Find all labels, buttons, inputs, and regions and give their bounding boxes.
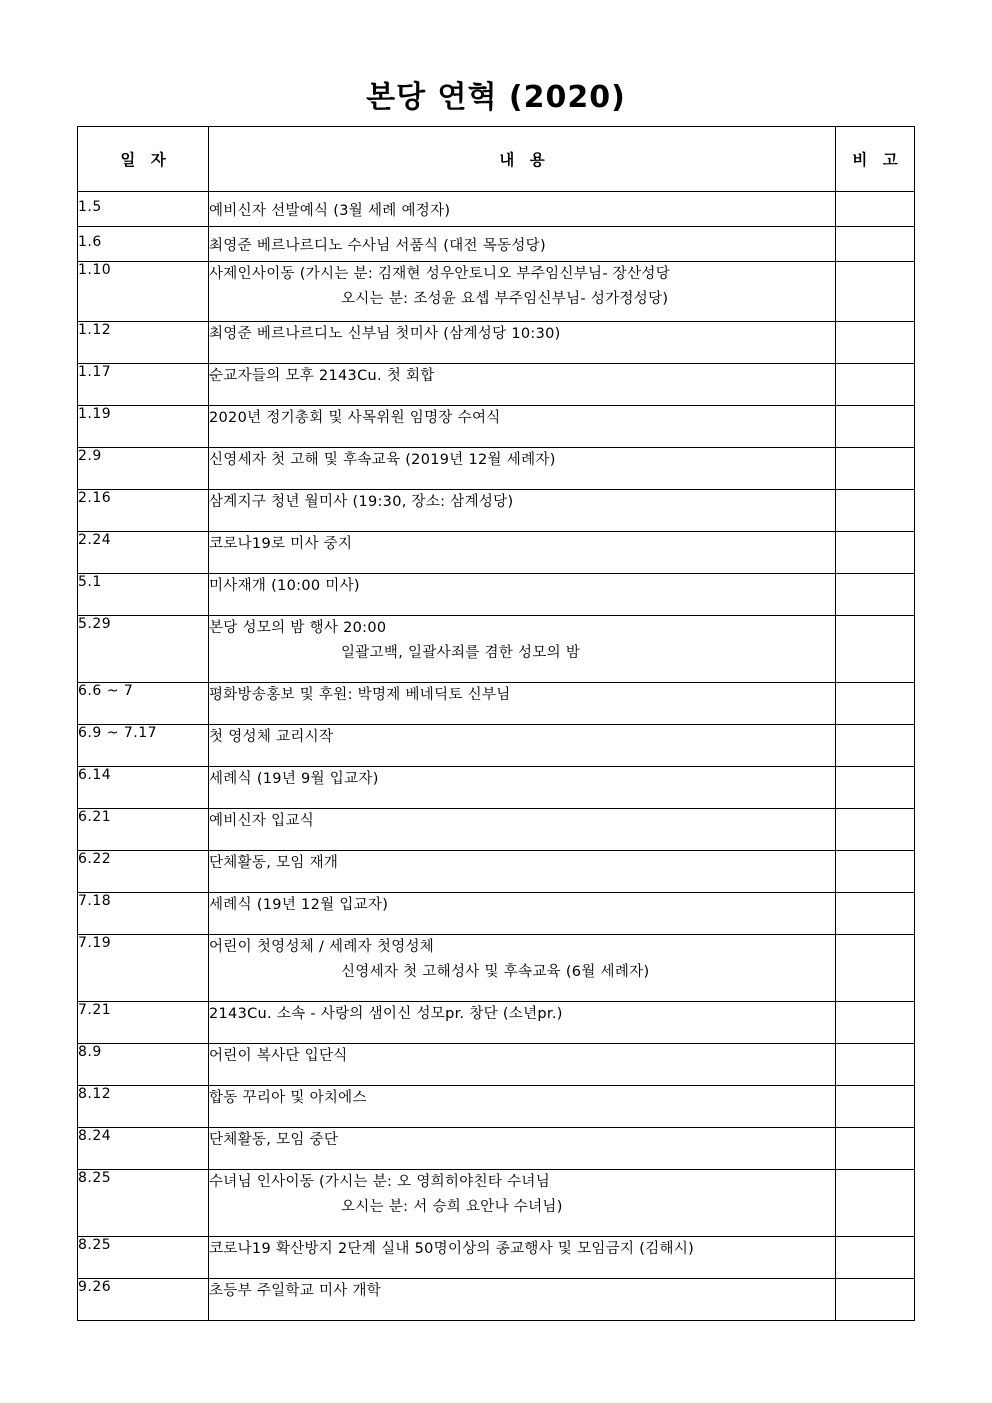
- table-row: [78, 893, 915, 935]
- cell-date: 2.16: [78, 490, 209, 532]
- cell-remark: [836, 1002, 915, 1044]
- cell-date: 8.25: [78, 1170, 209, 1237]
- table-row: [78, 1128, 915, 1170]
- column-header-date: 일 자: [78, 127, 209, 192]
- cell-remark: [836, 1044, 915, 1086]
- cell-date: 8.24: [78, 1128, 209, 1170]
- content-line: 오시는 분: 서 승희 요안나 수녀님): [341, 1199, 563, 1215]
- content-line: 어린이 첫영성체 / 세례자 첫영성체: [209, 939, 435, 955]
- table-body: [78, 192, 915, 1321]
- content-line: 본당 성모의 밤 행사 20:00: [209, 620, 387, 636]
- cell-remark: [836, 1086, 915, 1128]
- content-line: 평화방송홍보 및 후원: 박명제 베네딕토 신부님: [209, 687, 511, 703]
- cell-content: [209, 725, 836, 767]
- cell-content: [209, 767, 836, 809]
- cell-content: [209, 532, 836, 574]
- cell-date: 7.18: [78, 893, 209, 935]
- cell-content: [209, 406, 836, 448]
- table-row: [78, 364, 915, 406]
- table-header: [78, 127, 915, 192]
- cell-date: 6.22: [78, 851, 209, 893]
- content-line: 단체활동, 모임 중단: [209, 1132, 339, 1148]
- cell-remark: [836, 809, 915, 851]
- cell-date: 8.25: [78, 1237, 209, 1279]
- table-row: [78, 1170, 915, 1237]
- table-row: [78, 809, 915, 851]
- cell-content: [209, 364, 836, 406]
- cell-content: [209, 893, 836, 935]
- content-line: 코로나19로 미사 중지: [209, 536, 353, 552]
- cell-remark: [836, 767, 915, 809]
- table-row: [78, 406, 915, 448]
- content-line: 순교자들의 모후 2143Cu. 첫 회합: [209, 368, 435, 384]
- cell-date: 2.9: [78, 448, 209, 490]
- content-line: 첫 영성체 교리시작: [209, 729, 334, 745]
- content-line: 초등부 주일학교 미사 개학: [209, 1283, 382, 1299]
- cell-content: [209, 1044, 836, 1086]
- cell-date: 1.19: [78, 406, 209, 448]
- content-line: 최영준 베르나르디노 신부님 첫미사 (삼계성당 10:30): [209, 326, 561, 342]
- cell-remark: [836, 364, 915, 406]
- cell-content: [209, 574, 836, 616]
- cell-content: [209, 935, 836, 1002]
- table-row: [78, 616, 915, 683]
- cell-remark: [836, 227, 915, 262]
- cell-date: 1.5: [78, 192, 209, 227]
- cell-content: [209, 322, 836, 364]
- cell-content: [209, 262, 836, 322]
- cell-remark: [836, 725, 915, 767]
- table-row: [78, 227, 915, 262]
- cell-remark: [836, 1170, 915, 1237]
- cell-remark: [836, 322, 915, 364]
- content-line: 2020년 정기총회 및 사목위원 임명장 수여식: [209, 410, 501, 426]
- content-line: 코로나19 확산방지 2단계 실내 50명이상의 종교행사 및 모임금지 (김해시): [209, 1241, 695, 1257]
- cell-date: 5.29: [78, 616, 209, 683]
- content-line: 사제인사이동 (가시는 분: 김재현 성우안토니오 부주임신부님- 장산성당: [209, 266, 671, 282]
- cell-remark: [836, 1128, 915, 1170]
- cell-remark: [836, 532, 915, 574]
- content-line: 세례식 (19년 12월 입교자): [209, 897, 389, 913]
- cell-content: [209, 227, 836, 262]
- content-line: 세례식 (19년 9월 입교자): [209, 771, 379, 787]
- cell-date: 6.14: [78, 767, 209, 809]
- cell-content: [209, 1002, 836, 1044]
- content-line: 2143Cu. 소속 - 사랑의 샘이신 성모pr. 창단 (소년pr.): [209, 1006, 563, 1022]
- content-line: 오시는 분: 조성윤 요셉 부주임신부님- 성가정성당): [341, 291, 669, 307]
- cell-content: [209, 1237, 836, 1279]
- content-line: 일괄고백, 일괄사죄를 겸한 성모의 밤: [341, 645, 581, 661]
- cell-content: [209, 448, 836, 490]
- cell-content: [209, 192, 836, 227]
- cell-remark: [836, 616, 915, 683]
- cell-remark: [836, 574, 915, 616]
- cell-date: 6.9 ~ 7.17: [78, 725, 209, 767]
- table-row: [78, 192, 915, 227]
- cell-remark: [836, 1279, 915, 1321]
- table-row: [78, 448, 915, 490]
- cell-date: 1.17: [78, 364, 209, 406]
- cell-date: 8.9: [78, 1044, 209, 1086]
- content-line: 최영준 베르나르디노 수사님 서품식 (대전 목동성당): [209, 238, 546, 254]
- cell-remark: [836, 851, 915, 893]
- content-line: 단체활동, 모임 재개: [209, 855, 339, 871]
- cell-date: 6.6 ~ 7: [78, 683, 209, 725]
- cell-remark: [836, 1237, 915, 1279]
- table-row: [78, 683, 915, 725]
- cell-content: [209, 851, 836, 893]
- table-row: [78, 1086, 915, 1128]
- content-line: 신영세자 첫 고해 및 후속교육 (2019년 12월 세례자): [209, 452, 556, 468]
- cell-remark: [836, 893, 915, 935]
- cell-content: [209, 809, 836, 851]
- cell-remark: [836, 448, 915, 490]
- table-row: [78, 851, 915, 893]
- cell-date: 7.19: [78, 935, 209, 1002]
- cell-remark: [836, 935, 915, 1002]
- cell-content: [209, 1170, 836, 1237]
- cell-remark: [836, 490, 915, 532]
- table-row: [78, 490, 915, 532]
- table-row: [78, 1279, 915, 1321]
- cell-date: 7.21: [78, 1002, 209, 1044]
- cell-remark: [836, 406, 915, 448]
- table-row: [78, 322, 915, 364]
- cell-date: 1.10: [78, 262, 209, 322]
- table-row: [78, 1237, 915, 1279]
- table-row: [78, 1044, 915, 1086]
- cell-remark: [836, 262, 915, 322]
- content-line: 합동 꾸리아 및 아치에스: [209, 1090, 367, 1106]
- cell-content: [209, 1279, 836, 1321]
- cell-date: 6.21: [78, 809, 209, 851]
- cell-date: 1.6: [78, 227, 209, 262]
- column-header-remark: 비 고: [836, 127, 915, 192]
- content-line: 삼계지구 청년 월미사 (19:30, 장소: 삼계성당): [209, 494, 514, 510]
- cell-date: 5.1: [78, 574, 209, 616]
- table-row: [78, 767, 915, 809]
- content-line: 예비신자 선발예식 (3월 세례 예정자): [209, 203, 451, 219]
- parish-history-table: [77, 126, 915, 1321]
- content-line: 어린이 복사단 입단식: [209, 1048, 348, 1064]
- content-line: 예비신자 입교식: [209, 813, 315, 829]
- table-row: [78, 725, 915, 767]
- cell-date: 8.12: [78, 1086, 209, 1128]
- table-header-row: [78, 127, 915, 192]
- cell-content: [209, 683, 836, 725]
- table-row: [78, 935, 915, 1002]
- table-row: [78, 574, 915, 616]
- cell-remark: [836, 192, 915, 227]
- cell-date: 9.26: [78, 1279, 209, 1321]
- content-line: 수녀님 인사이동 (가시는 분: 오 영희히야친타 수녀님: [209, 1174, 551, 1190]
- cell-remark: [836, 683, 915, 725]
- page-title: 본당 연혁 (2020): [366, 80, 626, 115]
- table-row: [78, 532, 915, 574]
- cell-content: [209, 616, 836, 683]
- cell-date: 1.12: [78, 322, 209, 364]
- table-row: [78, 1002, 915, 1044]
- column-header-content: 내 용: [209, 127, 836, 192]
- cell-content: [209, 1086, 836, 1128]
- cell-date: 2.24: [78, 532, 209, 574]
- content-line: 신영세자 첫 고해성사 및 후속교육 (6월 세례자): [341, 964, 650, 980]
- table-row: [78, 262, 915, 322]
- cell-content: [209, 490, 836, 532]
- cell-content: [209, 1128, 836, 1170]
- content-line: 미사재개 (10:00 미사): [209, 578, 360, 594]
